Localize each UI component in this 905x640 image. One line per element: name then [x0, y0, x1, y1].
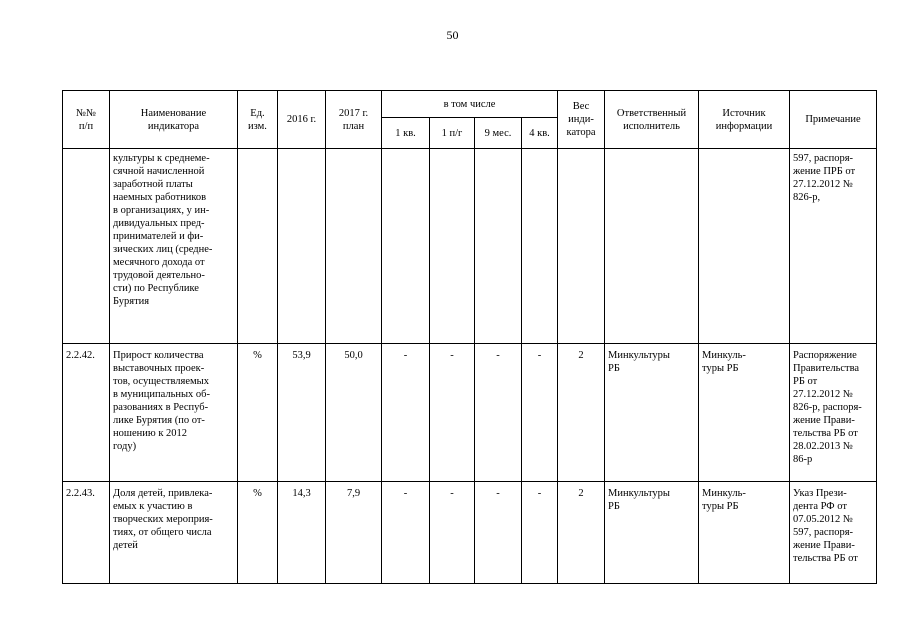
- header-note: Примечание: [790, 91, 877, 149]
- cell-name: [110, 344, 238, 482]
- text-line: 826-р,: [793, 192, 821, 203]
- text-line: п/п: [78, 120, 94, 132]
- text-line: дивидуальных пред-: [113, 218, 205, 229]
- cell-note: [790, 344, 877, 482]
- cell-source: [699, 344, 790, 482]
- text-line: 597, распоря-: [793, 153, 854, 164]
- text-line: лике Бурятия (по от-: [113, 415, 205, 426]
- text-line: изм.: [248, 120, 267, 132]
- cell-2017: 7,9: [326, 482, 382, 584]
- text-line: Наименование: [140, 107, 207, 119]
- text-line: творческих мероприя-: [113, 514, 213, 525]
- text-line: зических лиц (средне-: [113, 244, 213, 255]
- cell-source: [699, 482, 790, 584]
- text-line: катора: [566, 127, 596, 138]
- text-line: тов, осуществляемых: [113, 376, 209, 387]
- text-line: разованиях в Респуб-: [113, 402, 209, 413]
- header-responsible: [605, 91, 699, 149]
- cell-2016: [278, 149, 326, 344]
- text-line: план: [342, 120, 365, 132]
- cell-q1: [382, 149, 430, 344]
- text-line: исполнитель: [623, 120, 680, 132]
- cell-h1: -: [430, 482, 475, 584]
- cell-2016: 53,9: [278, 344, 326, 482]
- cell-responsible: [605, 149, 699, 344]
- text-line: тельства РБ от: [793, 553, 858, 564]
- text-line: принимателей и фи-: [113, 231, 204, 242]
- header-row: [63, 91, 877, 118]
- text-line: наемных работников: [113, 192, 207, 203]
- cell-h1: [430, 149, 475, 344]
- text-line: сячной начисленной: [113, 166, 205, 177]
- text-line: детей: [113, 540, 138, 551]
- header-2016: 2016 г.: [278, 91, 326, 149]
- text-line: культуры к среднеме-: [113, 153, 210, 164]
- cell-2017: [326, 149, 382, 344]
- text-line: РБ от: [793, 376, 818, 387]
- cell-q4: -: [522, 482, 558, 584]
- cell-q4: [522, 149, 558, 344]
- text-line: емых к участию в: [113, 501, 193, 512]
- header-name: [110, 91, 238, 149]
- text-line: трудовой деятельно-: [113, 270, 205, 281]
- header-q4: 4 кв.: [522, 118, 558, 149]
- cell-source: [699, 149, 790, 344]
- cell-weight: [558, 149, 605, 344]
- page-number: 50: [446, 28, 459, 42]
- text-line: Указ Прези-: [793, 488, 847, 499]
- text-line: РБ: [608, 363, 620, 374]
- text-line: Источник: [722, 107, 766, 119]
- cell-unit: [238, 149, 278, 344]
- header-num: [63, 91, 110, 149]
- text-line: ношению к 2012: [113, 428, 188, 439]
- text-line: Доля детей, привлека-: [113, 488, 213, 499]
- header-unit: [238, 91, 278, 149]
- cell-responsible: [605, 482, 699, 584]
- text-line: Бурятия: [113, 296, 150, 307]
- cell-responsible: [605, 344, 699, 482]
- cell-unit: %: [238, 482, 278, 584]
- text-line: 28.02.2013 №: [793, 441, 853, 452]
- text-line: 07.05.2012 №: [793, 514, 853, 525]
- cell-q1: -: [382, 344, 430, 482]
- cell-q4: -: [522, 344, 558, 482]
- header-source: [699, 91, 790, 149]
- table-row: [63, 482, 877, 584]
- text-line: Правительства: [793, 363, 860, 374]
- cell-num: [63, 149, 110, 344]
- text-line: индикатора: [147, 120, 200, 132]
- text-line: в организациях, у ин-: [113, 205, 210, 216]
- text-line: выставочных проек-: [113, 363, 205, 374]
- cell-name: [110, 482, 238, 584]
- text-line: Ответственный: [616, 107, 687, 119]
- text-line: №№: [75, 107, 97, 119]
- text-line: Минкуль-: [702, 488, 746, 499]
- text-line: туры РБ: [702, 501, 739, 512]
- text-line: Ед.: [250, 107, 265, 119]
- header-q1: 1 кв.: [382, 118, 430, 149]
- cell-2016: 14,3: [278, 482, 326, 584]
- text-line: 27.12.2012 №: [793, 389, 853, 400]
- cell-unit: %: [238, 344, 278, 482]
- cell-9m: -: [475, 482, 522, 584]
- text-line: Минкультуры: [608, 488, 670, 499]
- cell-num: 2.2.43.: [63, 482, 110, 584]
- cell-name: [110, 149, 238, 344]
- header-9m: 9 мес.: [475, 118, 522, 149]
- text-line: жение Прави-: [793, 415, 855, 426]
- cell-note: [790, 482, 877, 584]
- text-line: заработной платы: [113, 179, 193, 190]
- text-line: месячного дохода от: [113, 257, 205, 268]
- text-line: в муниципальных об-: [113, 389, 210, 400]
- text-line: инди-: [568, 114, 594, 125]
- text-line: жение Прави-: [793, 540, 855, 551]
- header-weight: [558, 91, 605, 149]
- text-line: дента РФ от: [793, 501, 847, 512]
- text-line: Прирост количества: [113, 350, 204, 361]
- cell-q1: -: [382, 482, 430, 584]
- cell-note: [790, 149, 877, 344]
- text-line: 27.12.2012 №: [793, 179, 853, 190]
- cell-h1: -: [430, 344, 475, 482]
- cell-weight: 2: [558, 344, 605, 482]
- cell-num: 2.2.42.: [63, 344, 110, 482]
- cell-weight: 2: [558, 482, 605, 584]
- text-line: 86-р: [793, 454, 813, 465]
- text-line: жение ПРБ от: [793, 166, 856, 177]
- text-line: тиях, от общего числа: [113, 527, 212, 538]
- text-line: информации: [715, 120, 773, 132]
- header-2017-plan: [326, 91, 382, 149]
- text-line: тельства РБ от: [793, 428, 858, 439]
- text-line: Вес: [572, 101, 590, 112]
- table-row: [63, 344, 877, 482]
- cell-9m: -: [475, 344, 522, 482]
- header-including: в том числе: [382, 91, 558, 118]
- text-line: Минкуль-: [702, 350, 746, 361]
- text-line: РБ: [608, 501, 620, 512]
- text-line: году): [113, 441, 137, 452]
- text-line: Минкультуры: [608, 350, 670, 361]
- cell-9m: [475, 149, 522, 344]
- table-row: [63, 149, 877, 344]
- text-line: сти) по Республике: [113, 283, 199, 294]
- text-line: Распоряжение: [793, 350, 857, 361]
- text-line: 597, распоря-: [793, 527, 854, 538]
- text-line: 826-р, распоря-: [793, 402, 862, 413]
- cell-2017: 50,0: [326, 344, 382, 482]
- text-line: туры РБ: [702, 363, 739, 374]
- indicators-table: [62, 90, 877, 584]
- header-h1: 1 п/г: [430, 118, 475, 149]
- text-line: 2017 г.: [338, 107, 369, 119]
